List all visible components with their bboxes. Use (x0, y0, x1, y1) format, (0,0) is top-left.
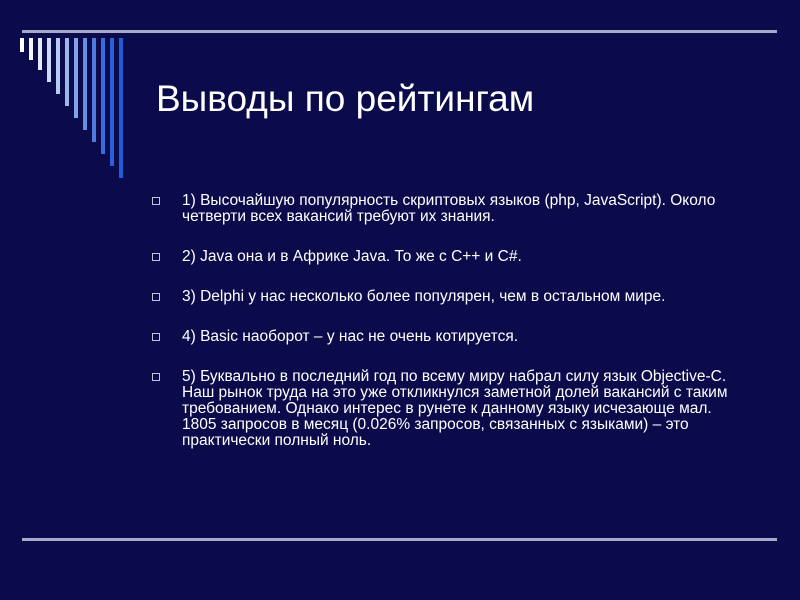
bullet-list (152, 193, 742, 473)
bullet-text: 1) Высочайшую популярность скриптовых языков (php, JavaScript). Около четверти всех вакансий требуют их знания. (182, 192, 716, 225)
stripe (20, 38, 24, 52)
bullet-text: 5) Буквально в последний год по всему миру набрал силу язык Objective-C. Наш рынок труда на это уже откликнулся заметной долей вакансий с таким требованием. Однако интерес в рунете к данному языку исчезающе мал. 1805 запросов в месяц (0.026% запросов, связанных с языками) – это практически полный ноль. (182, 368, 728, 449)
top-divider-line (22, 30, 777, 33)
list-item (152, 369, 742, 449)
slide-title: Выводы по рейтингам (156, 78, 535, 119)
stripe (119, 38, 123, 178)
list-item (152, 193, 742, 225)
stripe (38, 38, 42, 70)
bottom-divider-line (22, 538, 777, 541)
bullet-text: 3) Delphi у нас несколько более популярен, чем в остальном мире. (182, 288, 666, 305)
stripe (110, 38, 114, 166)
square-bullet-icon (152, 333, 160, 341)
list-item (152, 289, 742, 305)
stripe (92, 38, 96, 142)
stripe (29, 38, 33, 60)
square-bullet-icon (152, 197, 160, 205)
stripe (83, 38, 87, 130)
stripe (56, 38, 60, 94)
bullet-text: 2) Java она и в Африке Java. То же с C++ и C#. (182, 248, 522, 265)
square-bullet-icon (152, 293, 160, 301)
list-item (152, 249, 742, 265)
list-item (152, 329, 742, 345)
square-bullet-icon (152, 373, 160, 381)
stripe (74, 38, 78, 118)
square-bullet-icon (152, 253, 160, 261)
bullet-text: 4) Basic наоборот – у нас не очень котируется. (182, 328, 519, 345)
stripe (65, 38, 69, 106)
stripe (47, 38, 51, 82)
vertical-stripes-decoration-icon (20, 38, 140, 178)
stripe (101, 38, 105, 154)
